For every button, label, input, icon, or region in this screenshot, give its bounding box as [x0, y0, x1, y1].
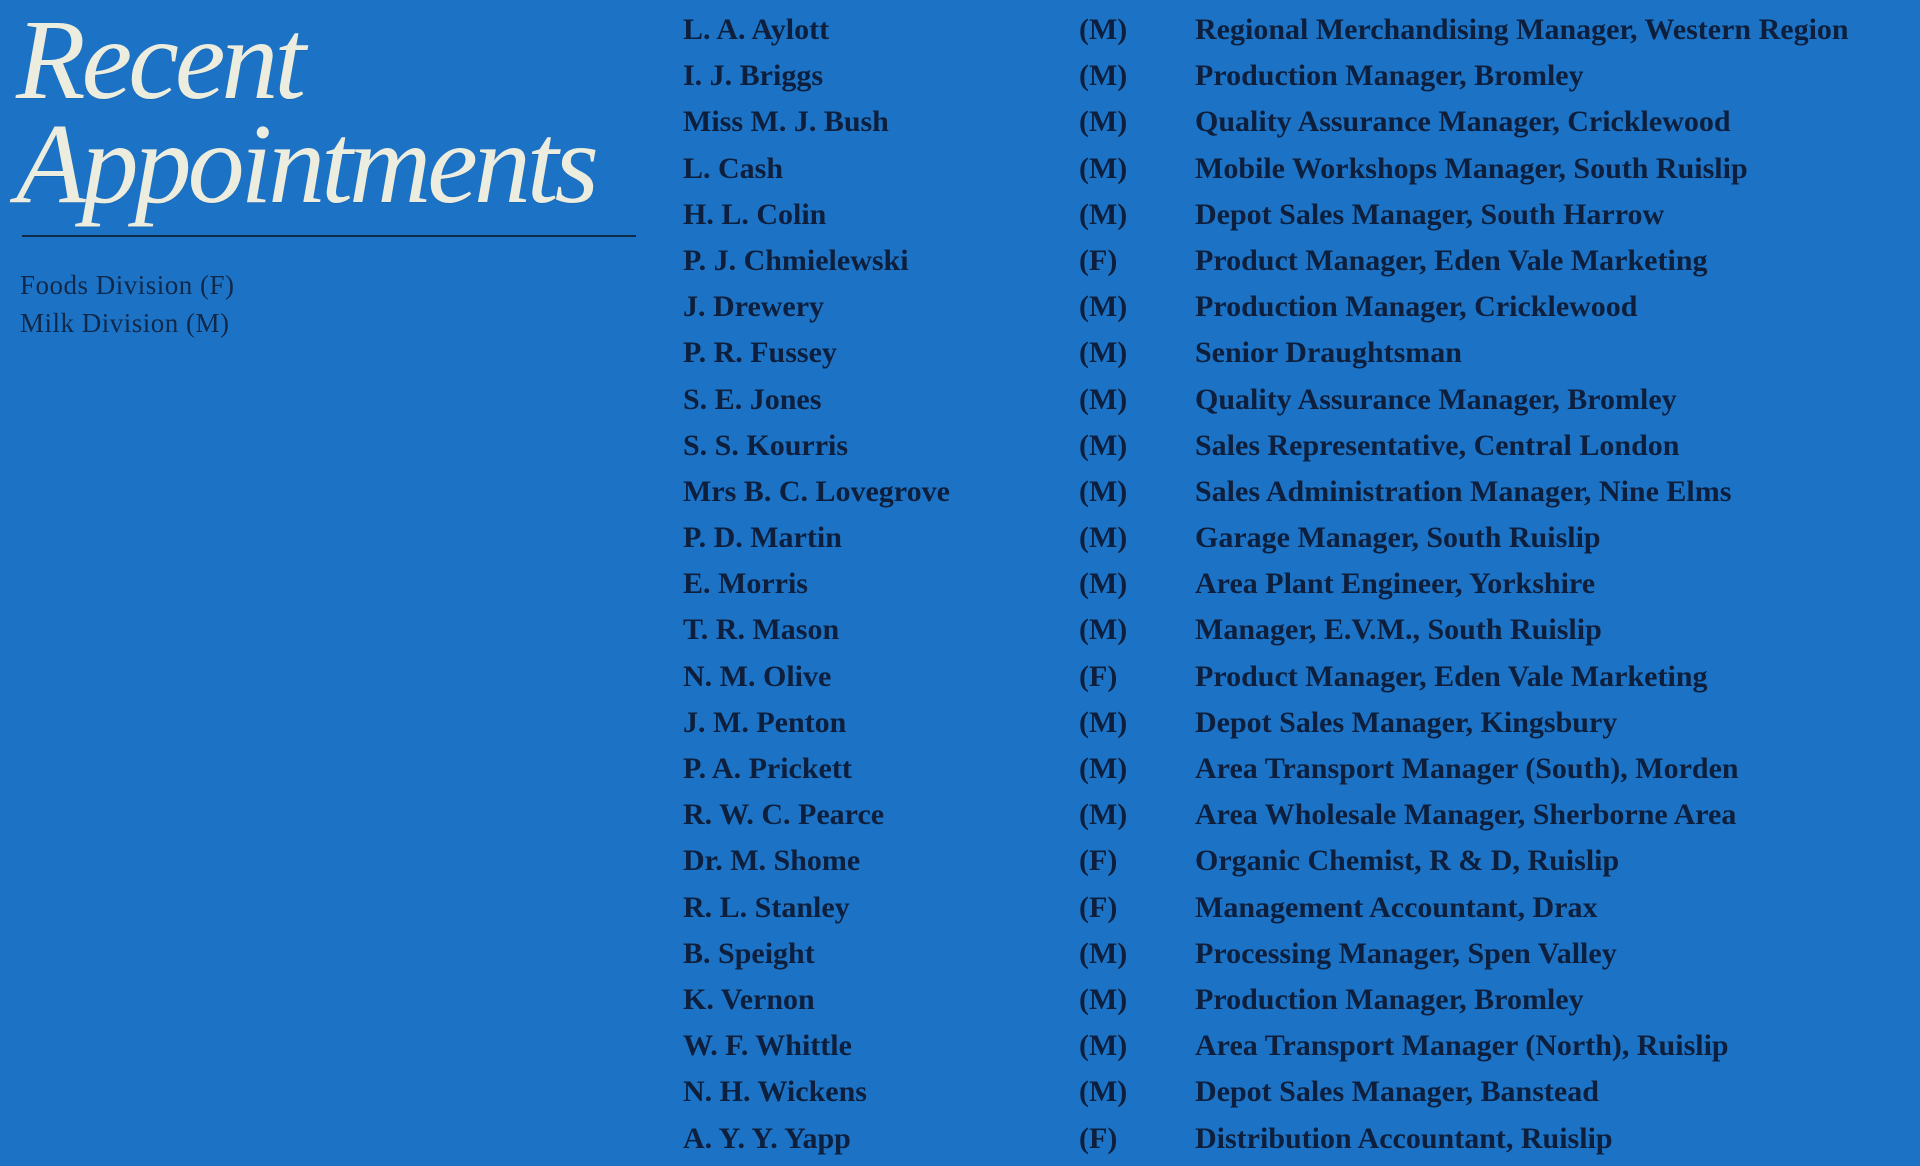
appointment-row [683, 469, 1908, 515]
appointment-role: Organic Chemist, R & D, Ruislip [1195, 844, 1620, 878]
appointee-name: Dr. M. Shome [683, 844, 861, 878]
appointee-name: R. W. C. Pearce [683, 798, 885, 832]
left-panel [0, 0, 650, 1166]
division-code: (M) [1079, 151, 1128, 185]
appointment-role: Depot Sales Manager, Kingsbury [1195, 705, 1618, 739]
appointment-row [683, 377, 1908, 423]
appointment-role: Depot Sales Manager, South Harrow [1195, 197, 1665, 231]
page-title [16, 0, 595, 227]
appointee-name: T. R. Mason [683, 613, 840, 647]
division-code: (M) [1079, 1029, 1128, 1063]
division-code: (M) [1079, 13, 1128, 46]
appointment-role: Production Manager, Bromley [1195, 982, 1584, 1016]
division-code: (M) [1079, 382, 1128, 416]
appointee-name: L. A. Aylott [683, 13, 830, 46]
division-code: (F) [1079, 659, 1118, 693]
appointment-row [683, 977, 1908, 1023]
division-code: (F) [1079, 890, 1118, 924]
division-legend [20, 266, 235, 342]
appointee-name: E. Morris [683, 567, 808, 601]
title-line-recent: Recent [16, 0, 303, 123]
appointment-row [683, 146, 1908, 192]
appointment-row [683, 1116, 1908, 1162]
appointment-row [683, 561, 1908, 607]
appointee-name: W. F. Whittle [683, 1029, 852, 1063]
appointment-role: Mobile Workshops Manager, South Ruislip [1195, 151, 1748, 185]
division-code: (M) [1079, 982, 1128, 1016]
appointment-row [683, 99, 1908, 145]
appointment-role: Production Manager, Bromley [1195, 59, 1584, 93]
appointee-name: R. L. Stanley [683, 890, 850, 924]
appointment-row [683, 1023, 1908, 1069]
division-code: (F) [1079, 243, 1118, 277]
appointment-role: Depot Sales Manager, Banstead [1195, 1075, 1599, 1109]
division-code: (M) [1079, 1075, 1128, 1109]
appointee-name: J. Drewery [683, 290, 825, 324]
division-code: (M) [1079, 613, 1128, 647]
appointment-row [683, 700, 1908, 746]
appointment-role: Management Accountant, Drax [1195, 890, 1598, 924]
appointment-role: Area Plant Engineer, Yorkshire [1195, 567, 1596, 601]
division-code: (F) [1079, 844, 1118, 878]
title-divider [22, 235, 636, 237]
appointment-row [683, 838, 1908, 884]
appointment-role: Sales Representative, Central London [1195, 428, 1680, 462]
appointment-role: Quality Assurance Manager, Bromley [1195, 382, 1677, 416]
division-code: (M) [1079, 798, 1128, 832]
appointee-name: J. M. Penton [683, 705, 847, 739]
appointee-name: P. A. Prickett [683, 752, 852, 785]
appointee-name: S. S. Kourris [683, 428, 849, 462]
division-code: (M) [1079, 105, 1128, 139]
appointment-role: Production Manager, Cricklewood [1195, 290, 1638, 324]
appointment-role: Processing Manager, Spen Valley [1195, 936, 1617, 970]
appointment-role: Senior Draughtsman [1195, 336, 1462, 370]
appointment-role: Garage Manager, South Ruislip [1195, 521, 1601, 555]
division-code: (M) [1079, 474, 1128, 508]
appointee-name: N. H. Wickens [683, 1075, 867, 1109]
appointment-row [683, 7, 1908, 53]
appointment-role: Area Wholesale Manager, Sherborne Area [1195, 798, 1737, 832]
division-code: (M) [1079, 521, 1128, 555]
division-code: (M) [1079, 567, 1128, 601]
appointment-row [683, 792, 1908, 838]
appointment-row [683, 654, 1908, 700]
appointee-name: Mrs B. C. Lovegrove [683, 474, 950, 508]
appointment-role: Quality Assurance Manager, Cricklewood [1195, 105, 1731, 139]
appointment-row [683, 238, 1908, 284]
appointment-row [683, 1069, 1908, 1115]
title-line-appointments: Appointments [16, 100, 595, 227]
appointee-name: K. Vernon [683, 982, 815, 1016]
appointee-name: H. L. Colin [683, 197, 827, 231]
appointment-row [683, 746, 1908, 792]
division-code: (M) [1079, 197, 1128, 231]
legend-foods-division: Foods Division (F) [20, 270, 235, 300]
appointment-role: Area Transport Manager (North), Ruislip [1195, 1029, 1729, 1063]
appointment-role: Manager, E.V.M., South Ruislip [1195, 613, 1602, 647]
division-code: (M) [1079, 752, 1128, 785]
appointment-row [683, 515, 1908, 561]
division-code: (M) [1079, 290, 1128, 324]
appointee-name: P. R. Fussey [683, 336, 837, 370]
division-code: (M) [1079, 336, 1128, 370]
appointment-row [683, 607, 1908, 653]
appointee-name: P. D. Martin [683, 521, 842, 555]
appointment-role: Regional Merchandising Manager, Western Region [1195, 13, 1849, 46]
appointment-row [683, 885, 1908, 931]
legend-milk-division: Milk Division (M) [20, 308, 230, 338]
appointment-row [683, 53, 1908, 99]
appointee-name: L. Cash [683, 151, 784, 185]
appointee-name: S. E. Jones [683, 382, 822, 416]
appointment-role: Area Transport Manager (South), Morden [1195, 752, 1739, 785]
appointment-row [683, 423, 1908, 469]
appointment-role: Product Manager, Eden Vale Marketing [1195, 243, 1708, 277]
appointments-list [683, 7, 1908, 1162]
appointment-row [683, 931, 1908, 977]
division-code: (M) [1079, 428, 1128, 462]
appointee-name: Miss M. J. Bush [683, 105, 889, 139]
appointment-row [683, 284, 1908, 330]
appointee-name: P. J. Chmielewski [683, 243, 909, 277]
appointment-role: Sales Administration Manager, Nine Elms [1195, 474, 1732, 508]
division-code: (M) [1079, 936, 1128, 970]
appointee-name: B. Speight [683, 936, 815, 970]
appointment-role: Product Manager, Eden Vale Marketing [1195, 659, 1708, 693]
appointment-row [683, 192, 1908, 238]
division-code: (M) [1079, 705, 1128, 739]
appointee-name: A. Y. Y. Yapp [683, 1121, 851, 1155]
appointee-name: N. M. Olive [683, 659, 832, 693]
appointment-row [683, 330, 1908, 376]
division-code: (M) [1079, 59, 1128, 93]
appointee-name: I. J. Briggs [683, 59, 824, 93]
appointment-role: Distribution Accountant, Ruislip [1195, 1121, 1613, 1155]
division-code: (F) [1079, 1121, 1118, 1155]
